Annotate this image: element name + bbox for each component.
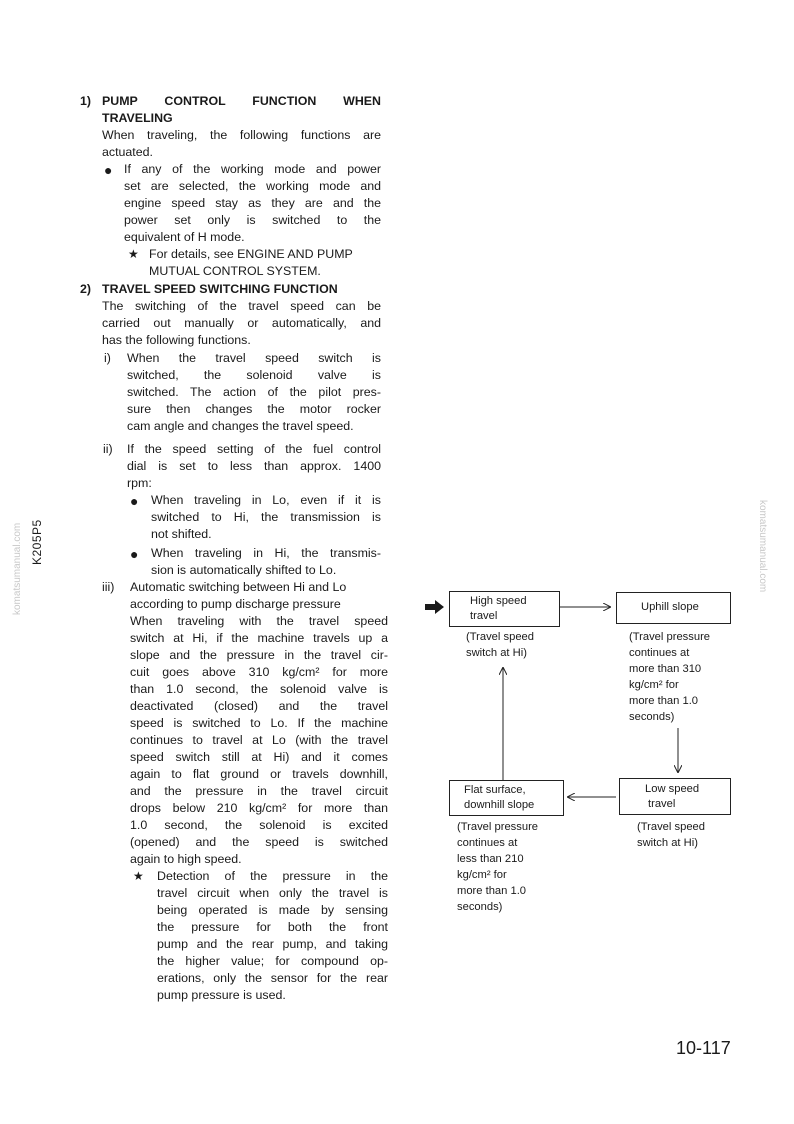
page-number: 10-117 bbox=[676, 1038, 731, 1058]
item-i-4: sure then changes the motor rocker bbox=[127, 402, 381, 416]
bullet-dot: ● bbox=[104, 162, 113, 178]
bullet-dot: ● bbox=[130, 493, 139, 509]
item-iii-text-14: (opened) and the speed is switched bbox=[130, 835, 388, 849]
section1-title-line2: TRAVELING bbox=[102, 111, 173, 125]
watermark-right: komatsumanual.com bbox=[757, 500, 768, 593]
low-speed-box bbox=[619, 778, 731, 815]
section2-intro-1: The switching of the travel speed can be bbox=[102, 299, 381, 313]
item-iii-label: iii) bbox=[102, 580, 115, 594]
item-iii-text-6: deactivated (closed) and the travel bbox=[130, 699, 388, 713]
item-i-5: cam angle and changes the travel speed. bbox=[127, 419, 354, 433]
item-ii-b1-3: not shifted. bbox=[151, 527, 212, 541]
item-ii-label: ii) bbox=[103, 442, 113, 456]
section2-number: 2) bbox=[80, 282, 92, 296]
section1-note-1: For details, see ENGINE AND PUMP bbox=[149, 247, 353, 261]
item-iii-text-10: again to flat ground or travels downhill, bbox=[130, 767, 388, 781]
uphill-note-6: seconds) bbox=[629, 711, 675, 723]
item-ii-2: dial is set to less than approx. 1400 bbox=[127, 459, 381, 473]
section1-bullet-5: equivalent of H mode. bbox=[124, 230, 245, 244]
item-iii-text-8: continues to travel at Lo (with the travel bbox=[130, 733, 388, 747]
section1-bullet-3: engine speed stay as they are and the bbox=[124, 196, 381, 210]
uphill-slope-box bbox=[616, 592, 731, 624]
item-iii-note-2: travel circuit when only the travel is bbox=[157, 886, 388, 900]
high-speed-box-line1: High speed bbox=[470, 595, 527, 607]
item-iii-text-15: again to high speed. bbox=[130, 852, 242, 866]
item-ii-3: rpm: bbox=[127, 476, 152, 490]
uphill-note-2: continues at bbox=[629, 647, 690, 659]
low-note-2: switch at Hi) bbox=[637, 837, 698, 849]
item-iii-title-1: Automatic switching between Hi and Lo bbox=[130, 580, 347, 594]
item-i-1: When the travel speed switch is bbox=[127, 351, 381, 365]
item-ii-b1-1: When traveling in Lo, even if it is bbox=[151, 493, 381, 507]
section1-bullet-2: set are selected, the working mode and bbox=[124, 179, 381, 193]
star-icon: ★ bbox=[133, 869, 144, 883]
section1-note-2: MUTUAL CONTROL SYSTEM. bbox=[149, 264, 321, 278]
item-iii-text-3: slope and the pressure in the travel cir- bbox=[130, 648, 388, 662]
item-iii-text-7: speed is switched to Lo. If the machine bbox=[130, 716, 388, 730]
item-ii-b2-1: When traveling in Hi, the transmis- bbox=[151, 546, 381, 560]
watermark-left: komatsumanual.com bbox=[12, 522, 23, 615]
item-iii-note-5: pump and the rear pump, and taking bbox=[157, 937, 388, 951]
flat-note-4: kg/cm² for bbox=[457, 869, 507, 881]
item-iii-text-1: When traveling with the travel speed bbox=[130, 614, 388, 628]
section1-title-line1: PUMP CONTROL FUNCTION WHEN bbox=[102, 94, 381, 108]
uphill-box-line1: Uphill slope bbox=[641, 601, 699, 613]
high-note-2: switch at Hi) bbox=[466, 647, 527, 659]
item-i-3: switched. The action of the pilot pres- bbox=[127, 385, 381, 399]
item-iii-text-2: switch at Hi, if the machine travels up a bbox=[130, 631, 388, 645]
item-iii-text-12: drops below 210 kg/cm² for more than bbox=[130, 801, 388, 815]
item-iii-note-3: being operated is made by sensing bbox=[157, 903, 388, 917]
star-icon: ★ bbox=[128, 247, 139, 261]
item-i-label: i) bbox=[104, 351, 111, 365]
uphill-note-4: kg/cm² for bbox=[629, 679, 679, 691]
item-ii-b2-2: sion is automatically shifted to Lo. bbox=[151, 563, 337, 577]
section1-intro-1: When traveling, the following functions are bbox=[102, 128, 381, 142]
item-ii-1: If the speed setting of the fuel control bbox=[127, 442, 381, 456]
section2-intro-3: has the following functions. bbox=[102, 333, 251, 347]
entry-arrow bbox=[425, 600, 444, 614]
item-iii-text-4: cuit goes above 310 kg/cm² for more bbox=[130, 665, 388, 679]
low-box-line1: Low speed bbox=[645, 783, 700, 795]
high-speed-box-line2: travel bbox=[470, 610, 498, 622]
item-iii-text-9: speed switch still at Hi) and it comes bbox=[130, 750, 388, 764]
item-iii-title-2: according to pump discharge pressure bbox=[130, 597, 341, 611]
item-iii-note-7: erations, only the sensor for the rear bbox=[157, 971, 388, 985]
flat-box-line2: downhill slope bbox=[464, 799, 535, 811]
item-iii-note-4: the pressure for both the front bbox=[157, 920, 388, 934]
item-iii-text-5: than 1.0 second, the solenoid valve is bbox=[130, 682, 388, 696]
flat-note-1: (Travel pressure bbox=[457, 821, 539, 833]
item-iii-note-8: pump pressure is used. bbox=[157, 988, 286, 1002]
section2-title: TRAVEL SPEED SWITCHING FUNCTION bbox=[102, 282, 338, 296]
flat-note-5: more than 1.0 bbox=[457, 885, 527, 897]
flat-note-6: seconds) bbox=[457, 901, 503, 913]
flat-surface-box bbox=[449, 780, 564, 816]
low-note-1: (Travel speed bbox=[637, 821, 705, 833]
uphill-note-5: more than 1.0 bbox=[629, 695, 699, 707]
high-speed-box bbox=[449, 591, 560, 627]
section1-intro-2: actuated. bbox=[102, 145, 153, 159]
item-iii-text-11: and the pressure in the travel circuit bbox=[130, 784, 388, 798]
low-box-line2: travel bbox=[648, 798, 676, 810]
item-iii-text-13: 1.0 second, the solenoid is excited bbox=[130, 818, 388, 832]
side-code: K205P5 bbox=[30, 519, 44, 565]
section1-bullet-1: If any of the working mode and power bbox=[124, 162, 381, 176]
item-ii-b1-2: switched to Hi, the transmission is bbox=[151, 510, 381, 524]
flat-note-2: continues at bbox=[457, 837, 518, 849]
item-i-2: switched, the solenoid valve is bbox=[127, 368, 381, 382]
section2-intro-2: carried out manually or automatically, and bbox=[102, 316, 381, 330]
high-note-1: (Travel speed bbox=[466, 631, 534, 643]
section1-bullet-4: power set only is switched to the bbox=[124, 213, 381, 227]
flat-box-line1: Flat surface, bbox=[464, 784, 526, 796]
bullet-dot: ● bbox=[130, 546, 139, 562]
item-iii-note-1: Detection of the pressure in the bbox=[157, 869, 388, 883]
uphill-note-1: (Travel pressure bbox=[629, 631, 711, 643]
item-iii-note-6: the higher value; for compound op- bbox=[157, 954, 388, 968]
flat-note-3: less than 210 bbox=[457, 853, 524, 865]
uphill-note-3: more than 310 bbox=[629, 663, 702, 675]
section1-number: 1) bbox=[80, 94, 92, 108]
